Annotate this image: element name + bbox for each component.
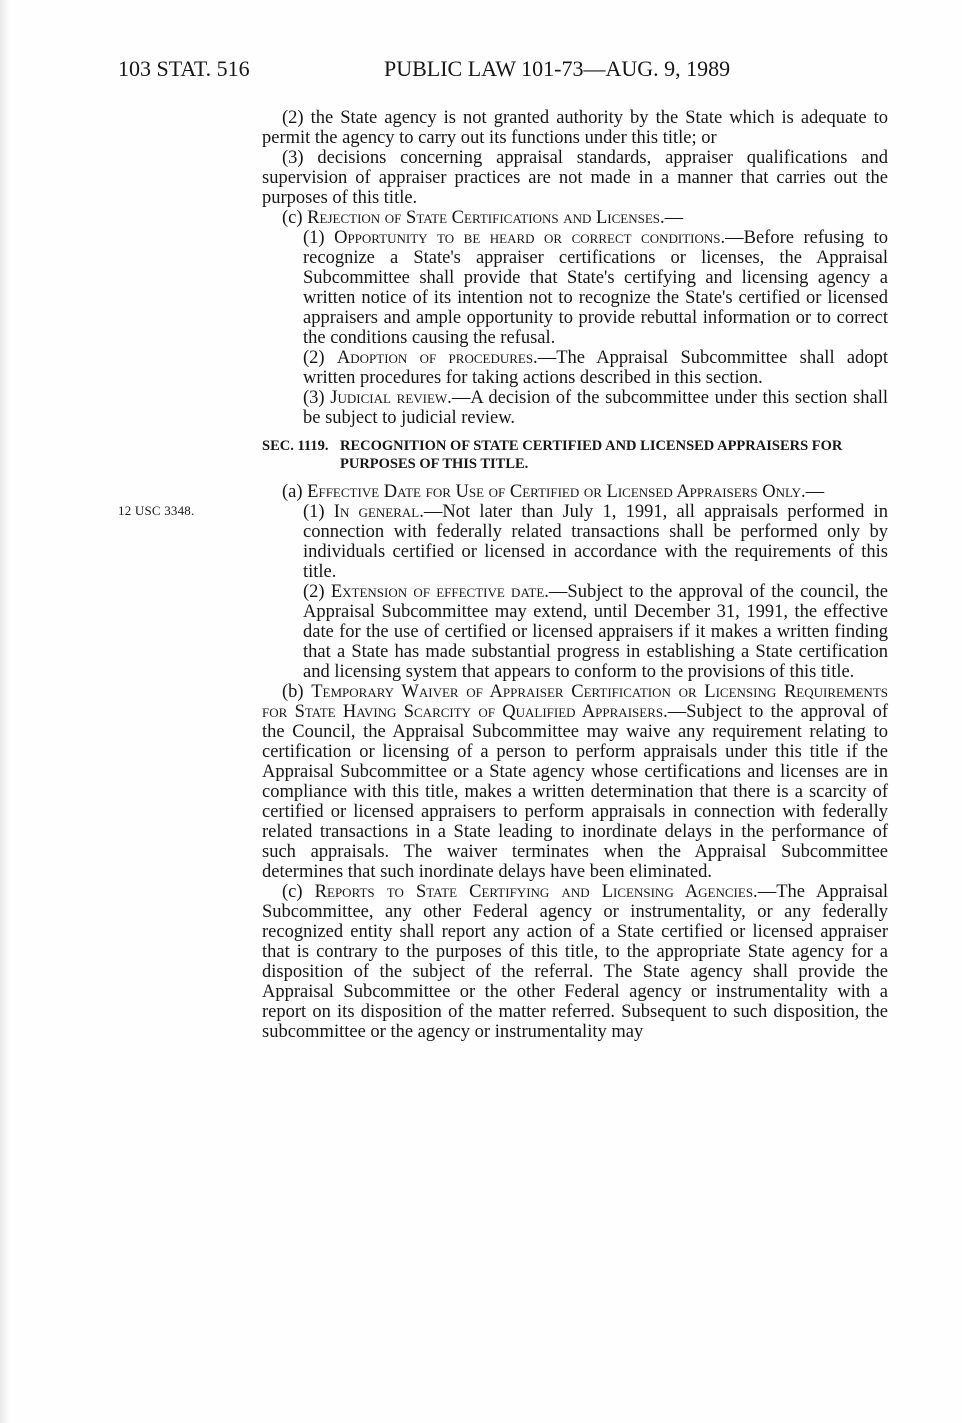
para-c2-heading: Adoption of procedures. bbox=[336, 348, 538, 368]
para-c-prefix: (c) bbox=[282, 208, 308, 228]
para-a2-text: —Subject to the approval of the council, the Appraisal Subcommittee may extend, until December 31, 1991, the effective date for the use of certified or licensed appraisers if it makes a written finding that a State has made substantial progress in establishing a State certification and licensing system that appears to conform to the provisions of this title. bbox=[303, 582, 888, 682]
para-c1-heading: Opportunity to be heard or correct conditions. bbox=[334, 228, 726, 248]
para-b-text: —Subject to the approval of the Council, the Appraisal Subcommittee may waive any requirement relating to certification or licensing of a person to perform appraisals under this title if the Appraisal Subcommittee or a State agency whose certifications and licenses are in compliance with this title, makes a written determination that there is a scarcity of certified or licensed appraisers to perform appraisals in connection with federally related transactions in a State leading to inordinate delays in the performance of such appraisals. The waiver terminates when the Appraisal Subcommittee determines that such inordinate delays have been eliminated. bbox=[262, 702, 888, 882]
para-a1-text: —Not later than July 1, 1991, all appraisals performed in connection with federally related transactions shall be performed only by individuals certified or licensed in accordance with the requirements of this title. bbox=[303, 502, 889, 582]
public-law-reference: PUBLIC LAW 101-73—AUG. 9, 1989 bbox=[384, 56, 731, 81]
para-c3 bbox=[262, 388, 888, 428]
para-a2-heading: Extension of effective date. bbox=[330, 582, 549, 602]
para-c-reports-heading: Reports to State Certifying and Licensing Agencies. bbox=[314, 882, 758, 902]
para-c-title: Rejection of State Certifications and Licenses.— bbox=[307, 208, 684, 228]
para-c2 bbox=[262, 348, 888, 388]
para-b-heading: Temporary Waiver of Appraiser Certification or Licensing Requirements for State Having Scarcity of Qualified Appraisers. bbox=[262, 682, 888, 722]
para-a2-prefix: (2) bbox=[303, 582, 331, 602]
para-c1-prefix: (1) bbox=[303, 228, 335, 248]
usc-margin-note: 12 USC 3348. bbox=[118, 503, 195, 518]
para-b-prefix: (b) bbox=[282, 682, 312, 702]
para-c2-prefix: (2) bbox=[303, 348, 337, 368]
para-b2-text: (2) the State agency is not granted authority by the State which is adequate to permit the agency to carry out its functions under this title; or bbox=[262, 108, 888, 148]
para-a2 bbox=[262, 582, 888, 682]
para-c3-text: —A decision of the subcommittee under this section shall be subject to judicial review. bbox=[303, 388, 888, 428]
para-a1 bbox=[262, 502, 888, 582]
para-a-heading bbox=[262, 482, 888, 502]
para-c-heading bbox=[262, 208, 888, 228]
stat-page-reference: 103 STAT. 516 bbox=[118, 56, 250, 81]
para-c3-prefix: (3) bbox=[303, 388, 331, 408]
para-b2 bbox=[221, 108, 888, 148]
para-c2-text: —The Appraisal Subcommittee shall adopt written procedures for taking actions described in this section. bbox=[303, 348, 888, 388]
para-b bbox=[262, 682, 888, 882]
section-heading bbox=[262, 437, 888, 473]
para-a-title: Effective Date for Use of Certified or Licensed Appraisers Only.— bbox=[307, 482, 825, 502]
para-c3-heading: Judicial review. bbox=[330, 388, 452, 408]
para-a1-prefix: (1) bbox=[303, 502, 334, 522]
section-title: RECOGNITION OF STATE CERTIFIED AND LICENSED APPRAISERS FOR PURPOSES OF THIS TITLE. bbox=[340, 438, 843, 472]
para-c-reports bbox=[262, 882, 888, 1042]
section-number: SEC. 1119. bbox=[262, 438, 329, 454]
para-c-reports-text: —The Appraisal Subcommittee, any other Federal agency or instrumentality, or any federally recognized entity shall report any action of a State certified or licensed appraiser that is contrary to the purposes of this title, to the appropriate State agency for a disposition of the subject of the referral. The State agency shall provide the Appraisal Subcommittee or the other Federal agency or instrumentality with a report on its disposition of the matter referred. Subsequent to such disposition, the subcommittee or the agency or instrumentality may bbox=[262, 882, 888, 1042]
scan-edge-shadow bbox=[0, 0, 10, 1423]
running-head bbox=[118, 56, 838, 86]
body-text bbox=[262, 108, 888, 1042]
para-b3-text: (3) decisions concerning appraisal standards, appraiser qualifications and supervision of appraiser practices are not made in a manner that carries out the purposes of this title. bbox=[262, 148, 888, 208]
para-a-prefix: (a) bbox=[282, 482, 308, 502]
para-a1-heading: In general. bbox=[333, 502, 424, 522]
para-c-reports-prefix: (c) bbox=[282, 882, 315, 902]
para-c1 bbox=[262, 228, 888, 348]
para-c1-text: —Before refusing to recognize a State's appraiser certifications or licenses, the Appraisal Subcommittee shall provide that State's certifying and licensing agency a written notice of its intention not to recognize the State's certified or licensed appraisers and ample opportunity to provide rebuttal information or to correct the conditions causing the refusal. bbox=[303, 228, 888, 348]
para-b3 bbox=[221, 148, 888, 208]
